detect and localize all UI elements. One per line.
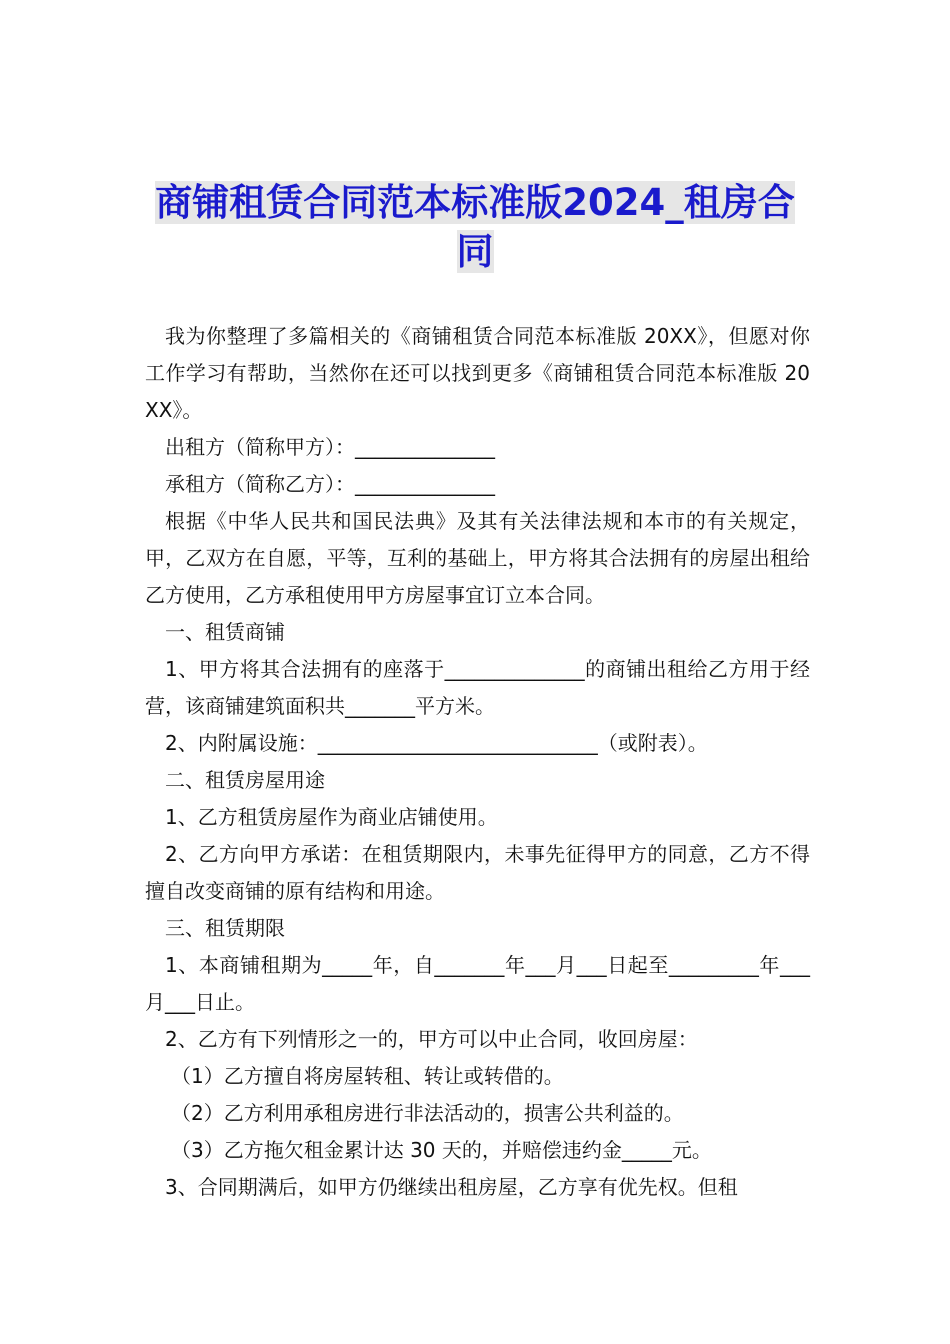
section-heading: 三、租赁期限 — [165, 916, 285, 940]
sub-clause-paragraph: （2）乙方利用承租房进行非法活动的，损害公共利益的。 — [171, 1101, 684, 1125]
title-block — [145, 178, 805, 276]
intro-paragraph: 我为你整理了多篇相关的《商铺租赁合同范本标准版 20XX》，但愿对你工作学习有帮助，当然你在还可以找到更多《商铺租赁合同范本标准版 20XX》。 — [145, 324, 810, 422]
basis-paragraph: 根据《中华人民共和国民法典》及其有关法律法规和本市的有关规定，甲，乙双方在自愿，平等，互利的基础上，甲方将其合法拥有的房屋出租给乙方使用，乙方承租使用甲方房屋事宜订立本合同。 — [145, 509, 810, 607]
clause-paragraph: 1、甲方将其合法拥有的座落于______________的商铺出租给乙方用于经营，该商铺建筑面积共_______平方米。 — [145, 657, 810, 718]
document-body — [145, 318, 810, 1206]
sub-clause-paragraph: （1）乙方擅自将房屋转租、转让或转借的。 — [171, 1064, 564, 1088]
lessee-line: 承租方（简称乙方）：______________ — [165, 472, 495, 496]
sub-clause-paragraph: （3）乙方拖欠租金累计达 30 天的，并赔偿违约金_____元。 — [171, 1138, 712, 1162]
lessor-line: 出租方（简称甲方）：______________ — [165, 435, 495, 459]
clause-paragraph: 2、内附属设施：____________________________（或附表）。 — [165, 731, 708, 755]
section-heading: 一、租赁商铺 — [165, 620, 285, 644]
section-heading: 二、租赁房屋用途 — [165, 768, 325, 792]
document-title: 商铺租赁合同范本标准版2024_租房合同 — [155, 181, 795, 273]
clause-paragraph: 2、乙方向甲方承诺：在租赁期限内，未事先征得甲方的同意，乙方不得擅自改变商铺的原有结构和用途。 — [145, 842, 810, 903]
clause-paragraph: 1、乙方租赁房屋作为商业店铺使用。 — [165, 805, 498, 829]
clause-paragraph: 2、乙方有下列情形之一的，甲方可以中止合同，收回房屋： — [165, 1027, 698, 1051]
clause-paragraph: 1、本商铺租期为_____年，自_______年___月___日起至_________年___月___日止。 — [145, 953, 810, 1014]
clause-paragraph: 3、合同期满后，如甲方仍继续出租房屋，乙方享有优先权。但租 — [165, 1175, 738, 1199]
